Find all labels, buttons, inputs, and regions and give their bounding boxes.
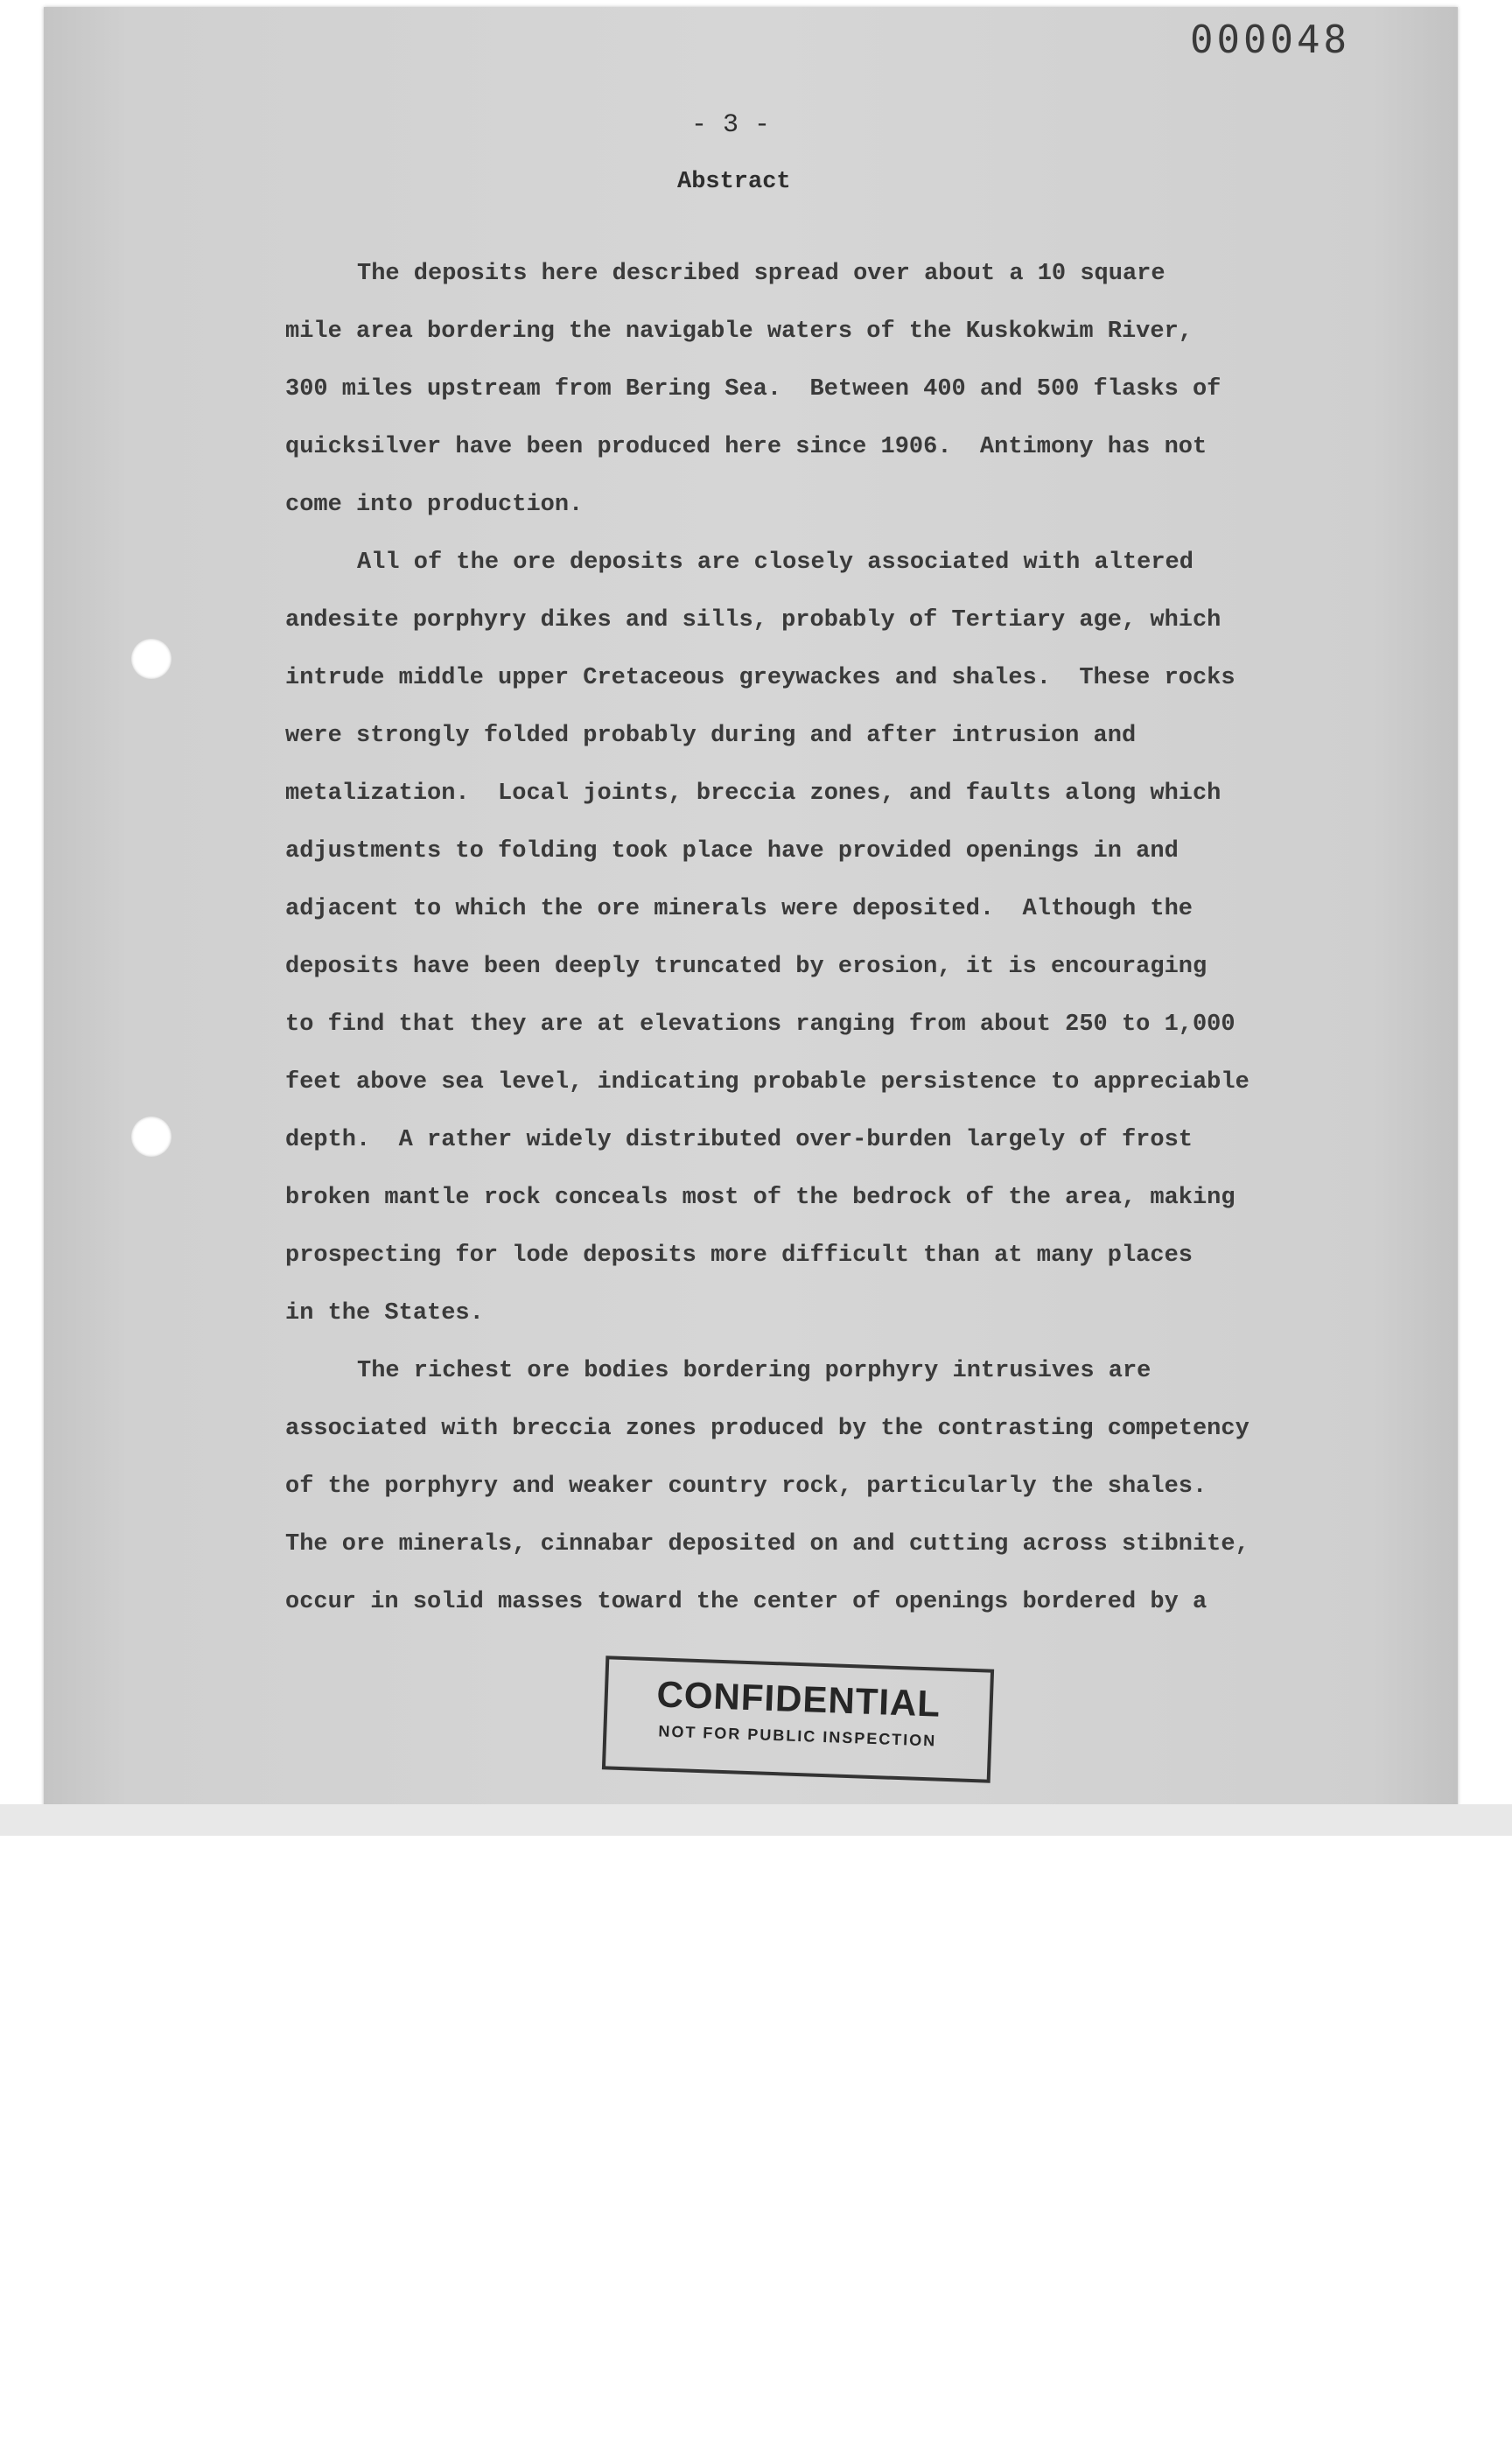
stamp-subtitle: NOT FOR PUBLIC INSPECTION [658, 1722, 937, 1750]
text-line: All of the ore deposits are closely associated with altered [357, 550, 1194, 576]
text-line: were strongly folded probably during and after intrusion and [285, 723, 1137, 749]
text-line: of the porphyry and weaker country rock, particularly the shales. [285, 1474, 1208, 1500]
document-body [285, 245, 1300, 1631]
stamp-title: CONFIDENTIAL [655, 1673, 942, 1725]
paragraph-2 [285, 534, 1300, 1342]
paragraph-1 [285, 245, 1300, 534]
text-line: in the States. [285, 1300, 484, 1326]
scan-bottom-edge [0, 1804, 1512, 1836]
text-line: occur in solid masses toward the center of openings bordered by a [285, 1589, 1208, 1615]
page-number: - 3 - [691, 110, 771, 140]
confidential-stamp [602, 1656, 994, 1782]
punch-hole-bottom [131, 1116, 172, 1157]
text-line: quicksilver have been produced here since 1906. Antimony has not [285, 434, 1208, 460]
text-line: The richest ore bodies bordering porphyry intrusives are [357, 1358, 1152, 1384]
text-line: 300 miles upstream from Bering Sea. Between 400 and 500 flasks of [285, 376, 1222, 402]
document-number: 000048 [1190, 18, 1350, 62]
text-line: adjacent to which the ore minerals were deposited. Although the [285, 896, 1193, 922]
text-line: metalization. Local joints, breccia zones, and faults along which [285, 780, 1222, 807]
text-line: The ore minerals, cinnabar deposited on and cutting across stibnite, [285, 1531, 1250, 1558]
text-line: andesite porphyry dikes and sills, probably of Tertiary age, which [285, 607, 1222, 634]
text-line: mile area bordering the navigable waters of the Kuskokwim River, [285, 318, 1193, 345]
text-line: deposits have been deeply truncated by erosion, it is encouraging [285, 954, 1208, 980]
text-line: broken mantle rock conceals most of the bedrock of the area, making [285, 1185, 1236, 1211]
text-line: prospecting for lode deposits more difficult than at many places [285, 1242, 1193, 1269]
punch-hole-top [131, 639, 172, 679]
text-line: feet above sea level, indicating probable persistence to appreciable [285, 1069, 1250, 1096]
text-line: to find that they are at elevations ranging from about 250 to 1,000 [285, 1012, 1236, 1038]
text-line: adjustments to folding took place have provided openings in and [285, 838, 1179, 864]
text-line: come into production. [285, 492, 584, 518]
paragraph-3 [285, 1342, 1300, 1631]
text-line: The deposits here described spread over about a 10 square [357, 261, 1166, 287]
text-line: depth. A rather widely distributed over-burden largely of frost [285, 1127, 1193, 1153]
page-heading: Abstract [677, 169, 791, 195]
text-line: intrude middle upper Cretaceous greywackes and shales. These rocks [285, 665, 1236, 691]
text-line: associated with breccia zones produced by the contrasting competency [285, 1416, 1250, 1442]
